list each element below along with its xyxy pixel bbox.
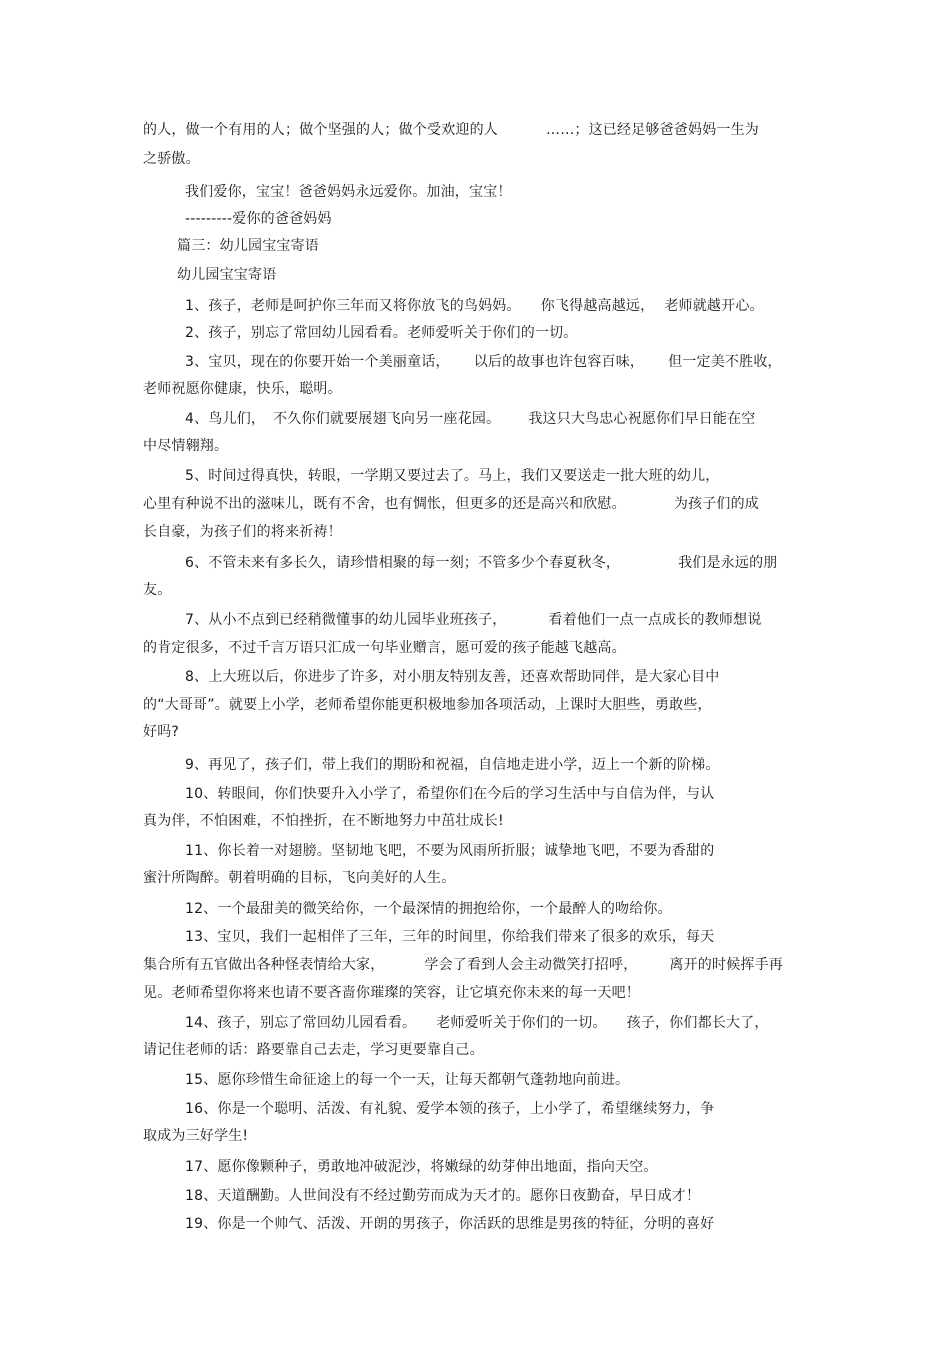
section-heading: 篇三：幼儿园宝宝寄语 bbox=[177, 238, 319, 254]
paragraph-line: 13、宝贝，我们一起相伴了三年，三年的时间里，你给我们带来了很多的欢乐，每天 bbox=[185, 929, 715, 945]
text-segment: 心里有种说不出的滋味儿，既有不舍，也有惆怅，但更多的还是高兴和欣慰。 bbox=[143, 496, 626, 512]
text-line bbox=[143, 121, 759, 139]
paragraph-line: 10、转眼间，你们快要升入小学了，希望你们在今后的学习生活中与自信为伴，与认 bbox=[185, 786, 715, 802]
paragraph-line bbox=[185, 353, 782, 371]
paragraph-line: 老师祝愿你健康，快乐，聪明。 bbox=[143, 381, 342, 397]
paragraph-line: 见。老师希望你将来也请不要吝啬你璀璨的笑容，让它填充你未来的每一天吧！ bbox=[143, 985, 640, 1001]
paragraph-line: 中尽情翱翔。 bbox=[143, 438, 229, 454]
paragraph-line: 长自豪，为孩子们的将来祈祷！ bbox=[143, 524, 342, 540]
text-segment: ……；这已经足够爸爸妈妈一生为 bbox=[546, 122, 759, 138]
text-segment: 4、鸟儿们， bbox=[185, 411, 266, 427]
paragraph-line: 的肯定很多，不过千言万语只汇成一句毕业赠言，愿可爱的孩子能越飞越高。 bbox=[143, 640, 626, 656]
text-segment: 看着他们一点一点成长的教师想说 bbox=[548, 612, 762, 628]
text-segment: 离开的时候挥手再 bbox=[669, 957, 784, 973]
paragraph-line: 取成为三好学生! bbox=[143, 1128, 249, 1144]
paragraph-line: 2、孩子，别忘了常回幼儿园看看。老师爱听关于你们的一切。 bbox=[185, 325, 578, 341]
paragraph-line: 的“大哥哥”。就要上小学，老师希望你能更积极地参加各项活动，上课时大胆些，勇敢些， bbox=[143, 697, 712, 713]
paragraph-line: 17、愿你像颗种子，勇敢地冲破泥沙，将嫩绿的幼芽伸出地面，指向天空。 bbox=[185, 1159, 658, 1175]
paragraph-line bbox=[185, 297, 764, 315]
paragraph-line: 好吗? bbox=[143, 724, 180, 740]
text-segment: 集合所有五官做出各种怪表情给大家， bbox=[143, 957, 385, 973]
text-segment: 7、从小不点到已经稍微懂事的幼儿园毕业班孩子， bbox=[185, 612, 507, 628]
text-segment: 孩子，你们都长大了， bbox=[626, 1015, 769, 1031]
paragraph-line bbox=[143, 956, 783, 974]
paragraph-line: 18、天道酬勤。人世间没有不经过勤劳而成为天才的。愿你日夜勤奋，早日成才！ bbox=[185, 1188, 701, 1204]
paragraph-line: 9、再见了，孩子们，带上我们的期盼和祝福，自信地走进小学，迈上一个新的阶梯。 bbox=[185, 757, 720, 773]
text-segment: 我们是永远的朋 bbox=[678, 555, 778, 571]
paragraph-line bbox=[185, 611, 762, 629]
paragraph-line: 15、愿你珍惜生命征途上的每一个一天，让每天都朝气蓬勃地向前进。 bbox=[185, 1072, 630, 1088]
paragraph-line: 8、上大班以后，你进步了许多，对小朋友特别友善，还喜欢帮助同伴，是大家心目中 bbox=[185, 669, 720, 685]
text-segment: 为孩子们的成 bbox=[673, 496, 760, 512]
paragraph-line: 蜜汁所陶醉。朝着明确的目标，飞向美好的人生。 bbox=[143, 870, 456, 886]
paragraph-line bbox=[185, 554, 778, 572]
text-line: 我们爱你，宝宝！爸爸妈妈永远爱你。加油，宝宝！ bbox=[185, 184, 512, 200]
text-segment: 的人，做一个有用的人；做个坚强的人；做个受欢迎的人 bbox=[143, 122, 498, 138]
paragraph-line: 19、你是一个帅气、活泼、开朗的男孩子，你活跃的思维是男孩的特征，分明的喜好 bbox=[185, 1216, 715, 1232]
text-segment: 老师爱听关于你们的一切。 bbox=[436, 1015, 607, 1031]
paragraph-line: 真为伴，不怕困难，不怕挫折，在不断地努力中茁壮成长! bbox=[143, 813, 504, 829]
paragraph-line: 5、时间过得真快，转眼，一学期又要过去了。马上，我们又要送走一批大班的幼儿， bbox=[185, 468, 720, 484]
text-segment: 你飞得越高越远， bbox=[540, 298, 655, 314]
text-segment: 不久你们就要展翅飞向另一座花园。 bbox=[273, 411, 501, 427]
text-segment: 6、不管未来有多长久，请珍惜相聚的每一刻；不管多少个春夏秋冬， bbox=[185, 555, 621, 571]
paragraph-line: 12、一个最甜美的微笑给你，一个最深情的拥抱给你，一个最醉人的吻给你。 bbox=[185, 901, 672, 917]
text-segment: 我这只大鸟忠心祝愿你们早日能在空 bbox=[528, 411, 756, 427]
text-line: 之骄傲。 bbox=[143, 151, 200, 167]
text-segment: 老师就越开心。 bbox=[664, 298, 764, 314]
paragraph-line bbox=[143, 495, 759, 513]
paragraph-line: 请记住老师的话：路要靠自己去走，学习更要靠自己。 bbox=[143, 1042, 484, 1058]
text-segment: 1、孩子，老师是呵护你三年而又将你放飞的鸟妈妈。 bbox=[185, 298, 521, 314]
text-segment: 学会了看到人会主动微笑打招呼， bbox=[424, 957, 638, 973]
paragraph-line: 16、你是一个聪明、活泼、有礼貌、爱学本领的孩子，上小学了，希望继续努力，争 bbox=[185, 1101, 715, 1117]
text-segment: 14、孩子，别忘了常回幼儿园看看。 bbox=[185, 1015, 417, 1031]
paragraph-line bbox=[185, 1014, 769, 1032]
paragraph-line: 友。 bbox=[143, 582, 172, 598]
text-segment: 3、宝贝，现在的你要开始一个美丽童话， bbox=[185, 354, 450, 370]
paragraph-line bbox=[185, 410, 756, 428]
text-segment: 但一定美不胜收， bbox=[668, 354, 782, 370]
signature-line: ---------爱你的爸爸妈妈 bbox=[185, 211, 332, 227]
section-subheading: 幼儿园宝宝寄语 bbox=[177, 267, 277, 283]
paragraph-line: 11、你长着一对翅膀。坚韧地飞吧，不要为风雨所折服；诚挚地飞吧，不要为香甜的 bbox=[185, 843, 715, 859]
text-segment: 以后的故事也许包容百味， bbox=[473, 354, 645, 370]
